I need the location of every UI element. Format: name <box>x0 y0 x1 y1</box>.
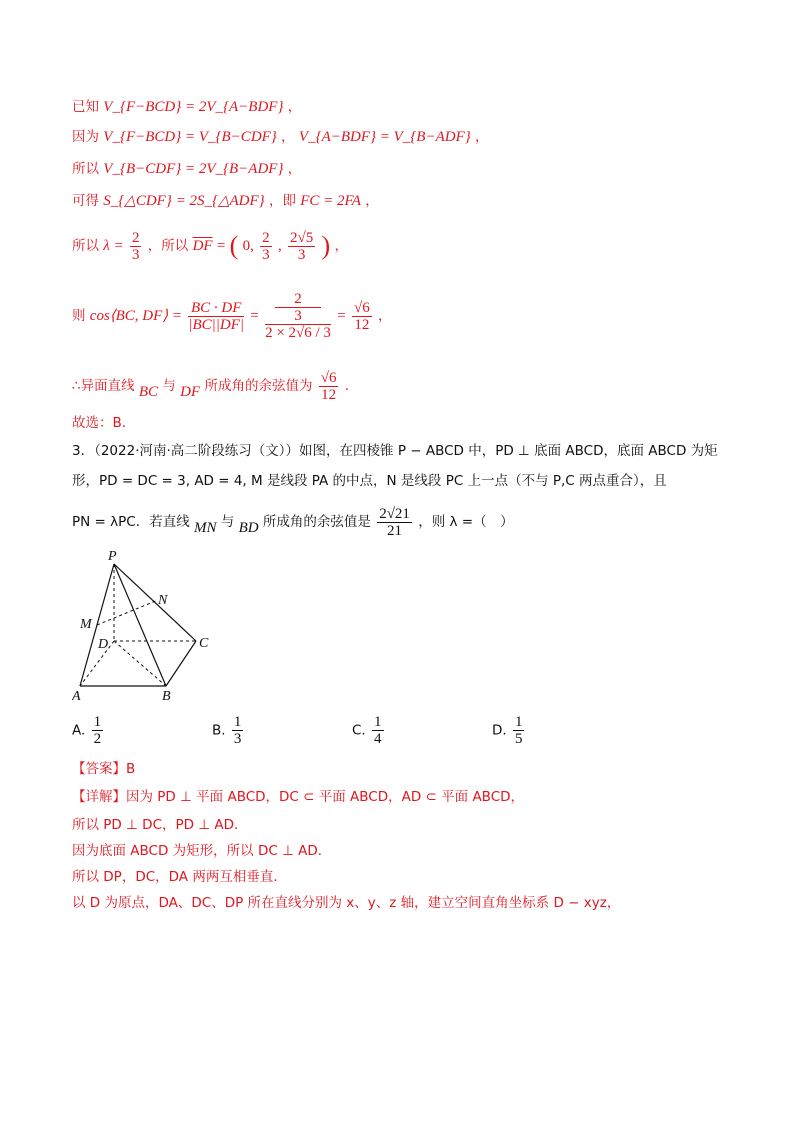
text: ， <box>334 238 348 254</box>
edge-BC <box>166 641 196 686</box>
comma: , <box>277 238 282 254</box>
text: ，所以 <box>147 238 189 254</box>
math-expression: V_{F−BCD} = V_{B−CDF} <box>103 129 277 145</box>
detail-line-4: 所以 DP，DC，DA 两两互相垂直． <box>72 869 287 885</box>
detail-line-3: 因为底面 ABCD 为矩形，所以 DC ⊥ AD． <box>72 843 332 859</box>
solution-line-1 <box>72 96 301 118</box>
pyramid-figure <box>72 548 242 708</box>
answer-line <box>72 758 135 780</box>
solution-line-6 <box>72 290 392 342</box>
edge-PC <box>114 564 196 641</box>
text: ∴异面直线 <box>72 378 135 394</box>
option-letter: D. <box>492 722 507 739</box>
option-c[interactable] <box>352 714 386 747</box>
text: 则 <box>72 308 86 324</box>
math-expression: BD <box>238 520 259 536</box>
text: 所成角的余弦值为 <box>204 378 313 394</box>
solution-line-5 <box>72 228 348 264</box>
detail-line-1: 【详解】因为 PD ⊥ 平面 ABCD，DC ⊂ 平面 ABCD，AD ⊂ 平面 ABCD， <box>72 789 525 805</box>
question-line-3 <box>72 504 514 546</box>
fraction: $\frac{2}{3}$ <box>262 229 270 263</box>
solution-line-2 <box>72 126 489 148</box>
math-expression: 0, <box>242 238 254 254</box>
fraction: $\frac{2}{3}$ <box>131 229 140 263</box>
option-letter: A. <box>72 722 86 739</box>
edge-DA <box>80 641 114 686</box>
text: 可得 <box>72 193 99 209</box>
math-expression: V_{F−BCD} = 2V_{A−BDF} <box>103 99 284 115</box>
math-expression: DF <box>180 384 201 400</box>
fraction: $\frac{1}{4}$ <box>374 714 382 747</box>
option-a[interactable] <box>72 714 105 747</box>
math-expression: BC <box>138 384 159 400</box>
option-letter: C. <box>352 722 366 739</box>
edge-DB <box>114 641 166 686</box>
question-line-2: 形，PD = DC = 3, AD = 4, M 是线段 PA 的中点，N 是线段 PC 上一点（不与 P,C 两点重合），且 <box>72 473 667 489</box>
math-expression: V_{B−CDF} = 2V_{B−ADF} <box>103 161 284 177</box>
fraction: $\frac{√6}{12}$ <box>353 299 370 333</box>
text: . <box>344 378 350 394</box>
math-expression: MN <box>194 520 217 536</box>
text: 所以 <box>72 161 99 177</box>
edge-PB <box>114 564 166 686</box>
math-expression: = <box>250 308 259 324</box>
text: ， <box>475 129 489 145</box>
fraction: $\frac{√6}{12}$ <box>320 369 337 403</box>
text: 已知 <box>72 99 99 115</box>
answer-label: 【答案】 <box>72 761 126 777</box>
text: PN = λPC．若直线 <box>72 514 190 530</box>
fraction: $\frac{1}{5}$ <box>514 714 523 747</box>
label-M: M <box>80 617 92 632</box>
text: 因为 <box>72 129 99 145</box>
text: ， <box>287 161 302 177</box>
math-expression: FC = 2FA <box>300 193 361 209</box>
paren-close: ) <box>321 231 331 260</box>
solution-line-8: 故选：B. <box>72 415 127 431</box>
answer-value: B <box>126 761 136 777</box>
label-P: P <box>108 549 117 564</box>
detail-line-2: 所以 PD ⊥ DC，PD ⊥ AD． <box>72 817 248 833</box>
text: 所以 <box>72 238 99 254</box>
text: 与 <box>220 514 235 530</box>
math-expression: cos⟨BC, DF⟩ = <box>89 308 183 324</box>
option-b[interactable] <box>212 714 245 747</box>
label-A: A <box>72 689 81 704</box>
fraction: $\frac{1}{3}$ <box>233 714 242 747</box>
math-expression: S_{△CDF} = 2S_{△ADF} <box>103 193 265 209</box>
text: ，即 <box>268 193 296 209</box>
solution-line-3 <box>72 158 301 180</box>
option-letter: B. <box>212 722 226 739</box>
text: ， <box>378 308 392 324</box>
label-C: C <box>199 636 209 651</box>
math-expression: = <box>337 308 346 324</box>
text: 所成角的余弦值是 <box>262 514 371 530</box>
question-line-1: 3．（2022·河南·高二阶段练习（文））如图，在四棱锥 P − ABCD 中，PD ⊥ 底面 ABCD，底面 ABCD 为矩 <box>72 443 718 459</box>
text: ，则 λ =（ ） <box>418 514 514 530</box>
option-d[interactable] <box>492 714 526 747</box>
segment-MN <box>97 600 158 625</box>
label-N: N <box>158 593 168 608</box>
fraction: $\frac{BC \cdot DF}{|BC||DF|}$ <box>188 299 244 333</box>
math-expression: = <box>216 238 226 254</box>
detail-line-5: 以 D 为原点，DA、DC、DP 所在直线分别为 x、y、z 轴，建立空间直角坐标系 D − xyz， <box>72 895 621 911</box>
fraction: $\frac{1}{2}$ <box>93 714 102 747</box>
fraction: $\frac{2√5}{3}$ <box>289 229 314 263</box>
text: ， <box>287 99 302 115</box>
paren-open: ( <box>229 231 239 260</box>
label-B: B <box>162 689 171 704</box>
fraction: 2 3 2 × 2√6 / 3 <box>265 291 331 341</box>
fraction: $\frac{2√21}{21}$ <box>379 505 410 539</box>
text: ， <box>365 193 379 209</box>
text: ， <box>281 129 295 145</box>
label-D: D <box>98 637 109 652</box>
solution-line-4 <box>72 190 379 212</box>
solution-line-7 <box>72 368 349 410</box>
math-expression: λ = <box>103 238 124 254</box>
vector: $\overline{DF}$ <box>192 238 213 254</box>
math-expression: V_{A−BDF} = V_{B−ADF} <box>298 129 471 145</box>
text: 与 <box>162 378 176 394</box>
